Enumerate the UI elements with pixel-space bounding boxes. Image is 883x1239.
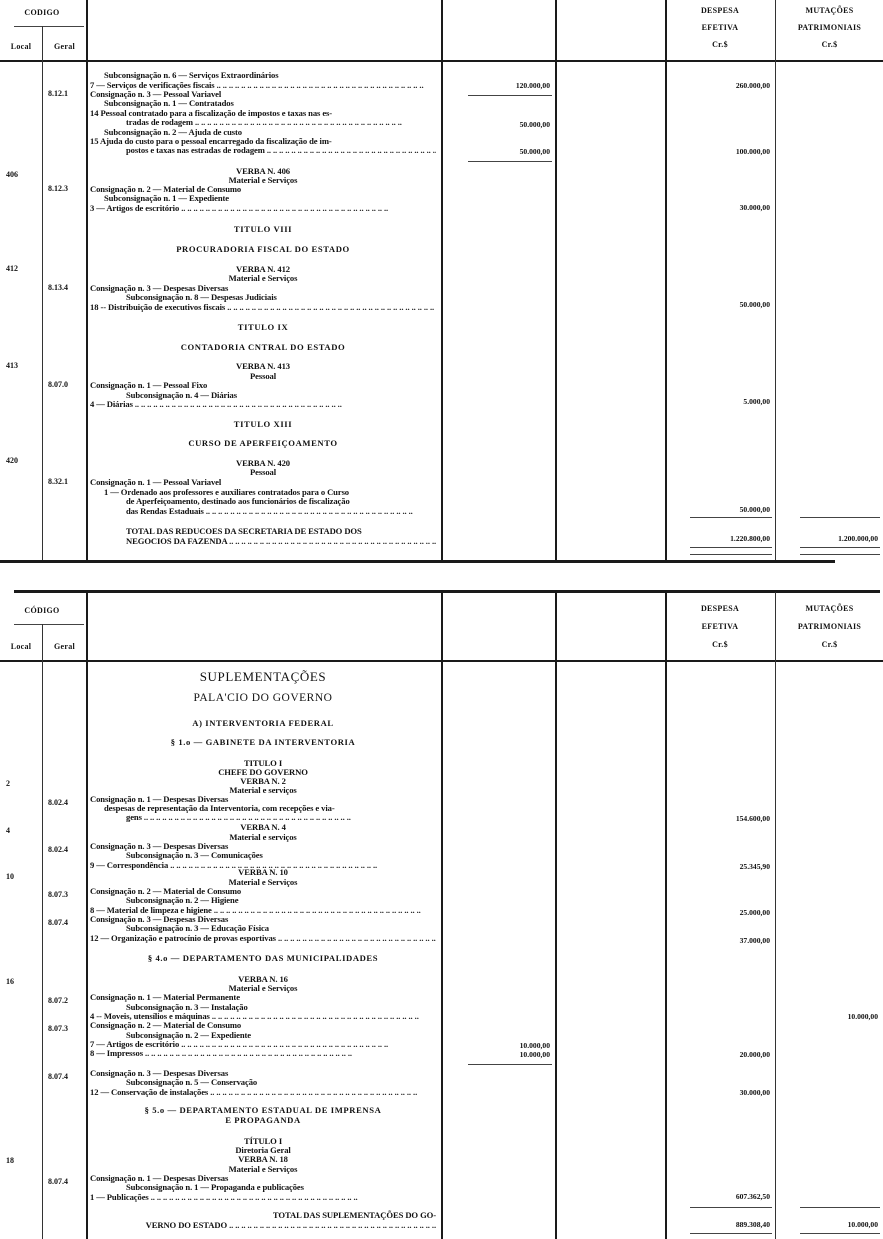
description-line: Material e Serviços bbox=[228, 1164, 298, 1174]
description-line: despesas de representação da Interventoria, com recepções e via- bbox=[104, 803, 335, 813]
codigo-divider bbox=[14, 26, 84, 27]
geral-code: 8.07.4 bbox=[48, 1177, 68, 1186]
description-line: Subconsignação n. 4 — Diárias bbox=[126, 390, 237, 400]
description-line: PALA'CIO DO GOVERNO bbox=[193, 692, 333, 704]
description-line: § 1.o — GABINETE DA INTERVENTORIA bbox=[170, 737, 356, 747]
despesa-efetiva-header: DESPESA bbox=[700, 604, 740, 613]
description-line: Material e serviços bbox=[229, 785, 297, 795]
geral-header: Geral bbox=[53, 42, 76, 51]
geral-code: 8.07.2 bbox=[48, 996, 68, 1005]
description-line: VERBA N. 16 bbox=[238, 974, 288, 984]
amount-value: 10.000,00 bbox=[847, 1220, 878, 1229]
sum-rule bbox=[468, 1064, 552, 1065]
geral-header: Geral bbox=[53, 642, 76, 651]
geral-code: 8.07.3 bbox=[48, 890, 68, 899]
description-line: Consignação n. 1 — Pessoal Fixo bbox=[90, 380, 208, 390]
amount-value: 50.000,00 bbox=[739, 300, 770, 309]
amount-value: 30.000,00 bbox=[739, 1088, 770, 1097]
local-code: 420 bbox=[6, 456, 18, 465]
description-line: E PROPAGANDA bbox=[225, 1115, 301, 1125]
geral-code: 8.02.4 bbox=[48, 798, 68, 807]
description-line: 8 — Impressos .. .. bbox=[90, 1048, 436, 1058]
amount-value: 50.000,00 bbox=[739, 505, 770, 514]
amount-value: 1.200.000,00 bbox=[838, 534, 878, 543]
section-bottom-rule bbox=[0, 560, 835, 563]
description-line: Subconsignação n. 2 — Expediente bbox=[126, 1030, 252, 1040]
description-line: VERBA N. 413 bbox=[236, 361, 290, 371]
description-line: 9 — Correspondência .. .. bbox=[90, 860, 436, 870]
description-line: TÍTULO I bbox=[243, 1136, 283, 1146]
description-line: Consignação n. 3 — Despesas Diversas bbox=[90, 283, 229, 293]
despesa-efetiva-header: EFETIVA bbox=[701, 622, 739, 631]
amount-value: 607.362,50 bbox=[735, 1192, 770, 1201]
description-line: Subconsignação n. 3 — Instalação bbox=[126, 1002, 248, 1012]
description-line: TITULO VIII bbox=[233, 224, 293, 234]
description-line: Subconsignação n. 5 — Conservação bbox=[126, 1077, 258, 1087]
sum-rule bbox=[468, 161, 552, 162]
mutacoes-patrimoniais-header: Cr.$ bbox=[821, 40, 838, 49]
amount-value: 20.000,00 bbox=[739, 1050, 770, 1059]
description-line: 8 — Material de limpeza e higiene .. .. bbox=[90, 905, 436, 915]
local-code: 10 bbox=[6, 872, 14, 881]
description-line: Subconsignação n. 8 — Despesas Judiciais bbox=[126, 292, 277, 302]
description-line: Consignação n. 3 — Despesas Diversas bbox=[90, 841, 229, 851]
description-line: 1 — Ordenado aos professores e auxiliares contratados para o Curso bbox=[104, 487, 350, 497]
sum-rule bbox=[800, 547, 880, 548]
description-line: VERBA N. 412 bbox=[236, 264, 290, 274]
description-line: Subconsignação n. 1 — Expediente bbox=[104, 193, 230, 203]
description-line: PROCURADORIA FISCAL DO ESTADO bbox=[176, 244, 350, 254]
sum-rule bbox=[468, 95, 552, 96]
despesa-efetiva-header: EFETIVA bbox=[701, 23, 739, 32]
sum-rule bbox=[690, 554, 772, 555]
description-line: 4 — Diárias .. .. bbox=[90, 399, 436, 409]
codigo-divider bbox=[14, 624, 84, 625]
description-line: Consignação n. 3 — Despesas Diversas bbox=[90, 914, 229, 924]
description-line: gens .. .. bbox=[90, 812, 436, 822]
amount-value: 120.000,00 bbox=[515, 81, 550, 90]
column-divider bbox=[441, 592, 443, 1239]
description-line: 3 — Artigos de escritório .. .. bbox=[90, 203, 436, 213]
column-divider bbox=[555, 592, 557, 1239]
code-description-divider bbox=[86, 0, 88, 562]
description-line: CHEFE DO GOVERNO bbox=[218, 767, 308, 777]
column-divider bbox=[665, 0, 667, 562]
codigo-header: CODIGO bbox=[24, 8, 60, 17]
description-line: VERBA N. 10 bbox=[238, 867, 288, 877]
description-line: 18 -- Distribuição de executivos fiscais .. .. bbox=[90, 302, 436, 312]
description-line: Diretoria Geral bbox=[235, 1145, 291, 1155]
description-line: Consignação n. 1 — Despesas Diversas bbox=[90, 794, 229, 804]
description-line: CONTADORIA CNTRAL DO ESTADO bbox=[180, 342, 346, 352]
local-code: 412 bbox=[6, 264, 18, 273]
despesa-efetiva-header: DESPESA bbox=[700, 6, 740, 15]
description-line: TITULO I bbox=[243, 758, 283, 768]
code-description-divider bbox=[86, 592, 88, 1239]
description-line: Subconsignação n. 1 — Propaganda e publicações bbox=[126, 1182, 304, 1192]
amount-value: 100.000,00 bbox=[735, 147, 770, 156]
sum-rule bbox=[690, 547, 772, 548]
mutacoes-patrimoniais-header: MUTAÇÕES bbox=[805, 6, 854, 15]
description-line: Subconsignação n. 1 — Contratados bbox=[104, 98, 234, 108]
column-divider bbox=[775, 0, 776, 562]
amount-value: 50.000,00 bbox=[519, 120, 550, 129]
geral-code: 8.12.3 bbox=[48, 184, 68, 193]
column-divider bbox=[775, 592, 776, 1239]
description-line: 4 -- Moveis, utensílios e máquinas .. .. bbox=[90, 1011, 436, 1021]
amount-value: 10.000,00 bbox=[847, 1012, 878, 1021]
description-line: Subconsignação n. 3 — Comunicações bbox=[126, 850, 263, 860]
amount-value: 889.308,40 bbox=[735, 1220, 770, 1229]
geral-code: 8.13.4 bbox=[48, 283, 68, 292]
mutacoes-patrimoniais-header: MUTAÇÕES bbox=[805, 604, 854, 613]
description-line: TITULO XIII bbox=[233, 419, 293, 429]
amount-value: 260.000,00 bbox=[735, 81, 770, 90]
section-top-rule bbox=[14, 590, 880, 593]
description-line: 12 — Conservação de instalações .. .. bbox=[90, 1087, 436, 1097]
description-line: Material e serviços bbox=[229, 832, 297, 842]
description-line: NEGOCIOS DA FAZENDA .. .. bbox=[90, 536, 436, 546]
amount-value: 154.600,00 bbox=[735, 814, 770, 823]
amount-value: 5.000,00 bbox=[743, 397, 770, 406]
description-line: Material e Serviços bbox=[228, 877, 298, 887]
local-geral-divider bbox=[42, 624, 43, 1239]
amount-value: 50.000,00 bbox=[519, 147, 550, 156]
amount-value: 25.345,90 bbox=[739, 862, 770, 871]
description-line: Consignação n. 1 — Material Permanente bbox=[90, 992, 240, 1002]
local-code: 18 bbox=[6, 1156, 14, 1165]
description-line: Pessoal bbox=[249, 371, 277, 381]
amount-value: 1.220.800,00 bbox=[730, 534, 770, 543]
mutacoes-patrimoniais-header: PATRIMONIAIS bbox=[797, 622, 862, 631]
description-line: postos e taxas nas estradas de rodagem .. .. bbox=[90, 145, 436, 155]
local-code: 4 bbox=[6, 826, 10, 835]
local-code: 413 bbox=[6, 361, 18, 370]
amount-value: 10.000,00 bbox=[519, 1050, 550, 1059]
local-code: 406 bbox=[6, 170, 18, 179]
description-line: Consignação n. 3 — Despesas Diversas bbox=[90, 1068, 229, 1078]
description-line: SUPLEMENTAÇÕES bbox=[199, 670, 327, 684]
amount-value: 10.000,00 bbox=[519, 1041, 550, 1050]
description-line: CURSO DE APERFEIÇOAMENTO bbox=[188, 438, 338, 448]
description-line: VERBA N. 4 bbox=[240, 822, 286, 832]
description-line: 1 — Publicações .. .. bbox=[90, 1192, 436, 1202]
description-line: Subconsignação n. 2 — Ajuda de custo bbox=[104, 127, 242, 137]
geral-code: 8.02.4 bbox=[48, 845, 68, 854]
sum-rule bbox=[800, 517, 880, 518]
description-line: A) INTERVENTORIA FEDERAL bbox=[192, 718, 334, 728]
description-line: Pessoal bbox=[249, 467, 277, 477]
description-line: TOTAL DAS REDUCOES DA SECRETARIA DE ESTADO DOS bbox=[126, 526, 362, 536]
sum-rule bbox=[690, 1233, 772, 1234]
geral-code: 8.12.1 bbox=[48, 89, 68, 98]
geral-code: 8.07.0 bbox=[48, 380, 68, 389]
sum-rule bbox=[690, 1207, 772, 1208]
local-header: Local bbox=[10, 642, 32, 651]
description-line: TOTAL DAS SUPLEMENTAÇÕES DO GO- bbox=[272, 1210, 436, 1220]
sum-rule bbox=[690, 517, 772, 518]
amount-value: 25.000,00 bbox=[739, 908, 770, 917]
column-divider bbox=[665, 592, 667, 1239]
despesa-efetiva-header: Cr.$ bbox=[712, 40, 728, 49]
description-line: VERBA N. 18 bbox=[238, 1154, 288, 1164]
description-line: das Rendas Estaduais .. .. bbox=[90, 506, 436, 516]
description-line: 15 Ajuda do custo para o pessoal encarregado da fiscalização de im- bbox=[90, 136, 332, 146]
sum-rule bbox=[800, 1233, 880, 1234]
description-line: § 4.o — DEPARTAMENTO DAS MUNICIPALIDADES bbox=[147, 953, 379, 963]
description-line: VERBA N. 420 bbox=[236, 458, 290, 468]
description-line: VERNO DO ESTADO .. .. bbox=[90, 1220, 436, 1230]
codigo-header: CÓDIGO bbox=[24, 606, 60, 615]
description-line: Material e Serviços bbox=[228, 175, 298, 185]
description-line: Consignação n. 2 — Material de Consumo bbox=[90, 1020, 242, 1030]
despesa-efetiva-header: Cr.$ bbox=[712, 640, 728, 649]
description-line: Consignação n. 3 — Pessoal Variavel bbox=[90, 89, 222, 99]
description-line: Subconsignação n. 2 — Higiene bbox=[126, 895, 239, 905]
description-line: 12 — Organização e patrocínio de provas esportivas .. .. bbox=[90, 933, 436, 943]
column-divider bbox=[555, 0, 557, 562]
description-line: Consignação n. 2 — Material de Consumo bbox=[90, 184, 242, 194]
sum-rule bbox=[800, 1207, 880, 1208]
description-line: 7 — Serviços de verificações fiscais .. .. bbox=[90, 80, 436, 90]
amount-value: 37.000,00 bbox=[739, 936, 770, 945]
local-header: Local bbox=[10, 42, 32, 51]
description-line: TITULO IX bbox=[237, 322, 289, 332]
description-line: 14 Pessoal contratado para a fiscalização de impostos e taxas nas es- bbox=[90, 108, 333, 118]
description-line: Consignação n. 2 — Material de Consumo bbox=[90, 886, 242, 896]
geral-code: 8.07.3 bbox=[48, 1024, 68, 1033]
geral-code: 8.07.4 bbox=[48, 1072, 68, 1081]
local-geral-divider bbox=[42, 26, 43, 562]
description-line: Subconsignação n. 6 — Serviços Extraordinários bbox=[104, 70, 279, 80]
description-line: § 5.o — DEPARTAMENTO ESTADUAL DE IMPRENSA bbox=[144, 1105, 382, 1115]
description-line: Consignação n. 1 — Despesas Diversas bbox=[90, 1173, 229, 1183]
sum-rule bbox=[800, 554, 880, 555]
description-line: Subconsignação n. 3 — Educação Física bbox=[126, 923, 269, 933]
description-line: VERBA N. 406 bbox=[236, 166, 290, 176]
geral-code: 8.07.4 bbox=[48, 918, 68, 927]
amount-value: 30.000,00 bbox=[739, 203, 770, 212]
description-line: tradas de rodagem .. .. bbox=[90, 117, 436, 127]
mutacoes-patrimoniais-header: PATRIMONIAIS bbox=[797, 23, 862, 32]
description-line: VERBA N. 2 bbox=[240, 776, 286, 786]
description-line: Material e Serviços bbox=[228, 983, 298, 993]
column-divider bbox=[441, 0, 443, 562]
description-line: de Aperfeiçoamento, destinado aos funcionários de fiscalização bbox=[126, 496, 350, 506]
description-line: Consignação n. 1 — Pessoal Variavel bbox=[90, 477, 222, 487]
mutacoes-patrimoniais-header: Cr.$ bbox=[821, 640, 838, 649]
geral-code: 8.32.1 bbox=[48, 477, 68, 486]
local-code: 2 bbox=[6, 779, 10, 788]
description-line: Material e Serviços bbox=[228, 273, 298, 283]
description-line: 7 — Artigos de escritório .. .. bbox=[90, 1039, 436, 1049]
local-code: 16 bbox=[6, 977, 14, 986]
